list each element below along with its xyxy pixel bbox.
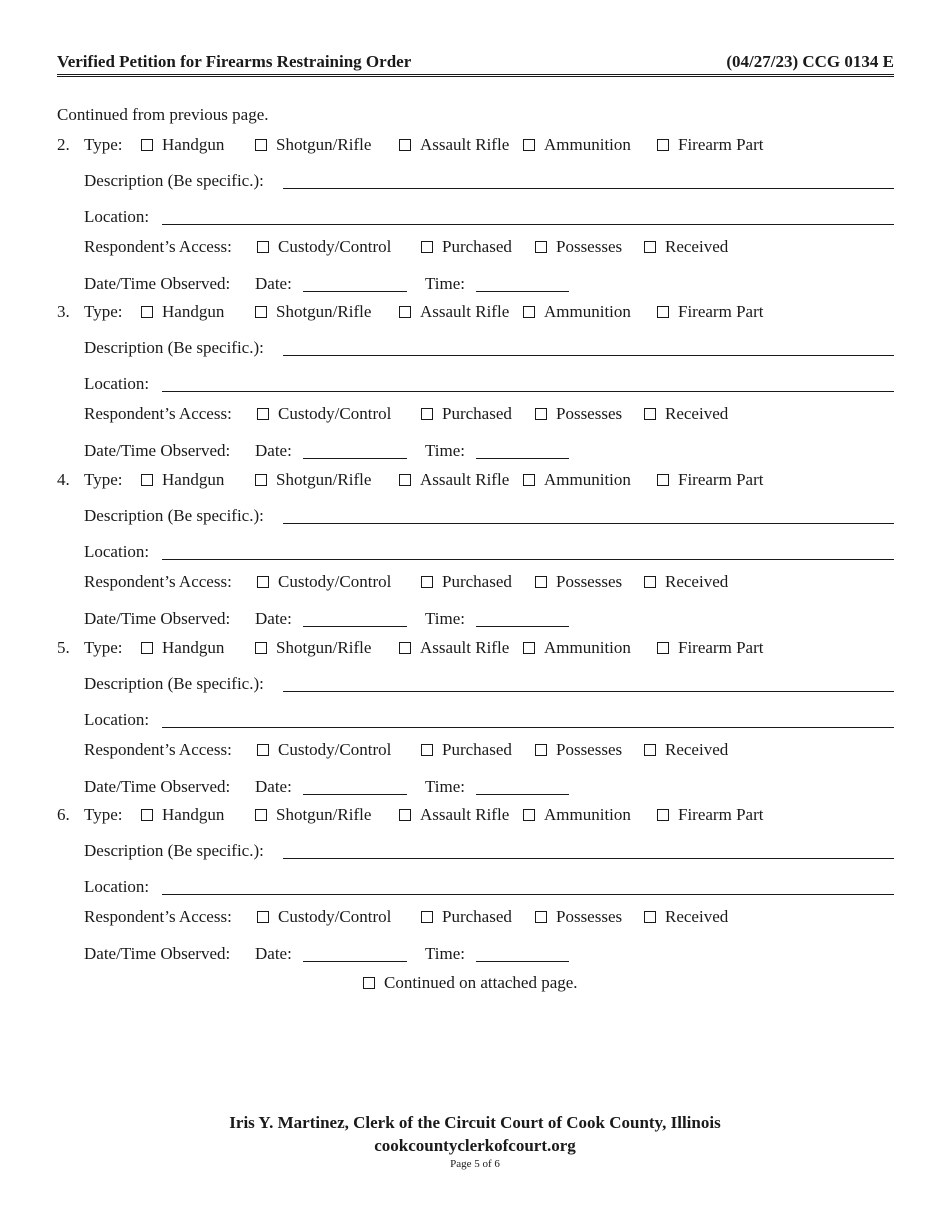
location-row — [57, 709, 894, 731]
access-row — [57, 571, 894, 593]
type-option-label: Handgun — [162, 470, 225, 489]
date-time-label: Date/Time Observed: — [84, 441, 231, 460]
form-title: Verified Petition for Firearms Restraining Order — [57, 52, 412, 71]
access-label: Respondent’s Access: — [84, 907, 232, 926]
date-field[interactable] — [303, 794, 407, 795]
access-option-label: Received — [665, 237, 729, 256]
type-label: Type: — [84, 638, 123, 657]
date-label: Date: — [255, 441, 292, 460]
description-row — [57, 337, 894, 359]
type-option-label: Firearm Part — [678, 135, 764, 154]
type-checkbox[interactable] — [657, 139, 669, 151]
footer-clerk: Iris Y. Martinez, Clerk of the Circuit Court of Cook County, Illinois — [229, 1113, 721, 1132]
type-option-label: Handgun — [162, 638, 225, 657]
access-checkbox[interactable] — [257, 744, 269, 756]
type-option-label: Shotgun/Rifle — [276, 470, 372, 489]
type-option-label: Ammunition — [544, 805, 631, 824]
date-label: Date: — [255, 777, 292, 796]
header-divider — [57, 76, 894, 77]
continued-from-note: Continued from previous page. — [57, 105, 269, 124]
type-row — [57, 134, 894, 156]
type-option[interactable] — [657, 638, 763, 658]
access-row — [57, 236, 894, 258]
access-option[interactable] — [257, 404, 391, 424]
type-option[interactable] — [523, 470, 631, 490]
type-option-label: Firearm Part — [678, 805, 764, 824]
access-option[interactable] — [535, 404, 622, 424]
time-label: Time: — [425, 609, 466, 628]
type-option-label: Handgun — [162, 805, 225, 824]
type-option-label: Handgun — [162, 135, 225, 154]
type-checkbox[interactable] — [255, 306, 267, 318]
type-checkbox[interactable] — [657, 306, 669, 318]
type-option-label: Firearm Part — [678, 470, 764, 489]
description-label: Description (Be specific.): — [84, 171, 264, 190]
type-option-label: Assault Rifle — [420, 135, 510, 154]
type-checkbox[interactable] — [255, 474, 267, 486]
date-time-row — [57, 776, 894, 798]
description-row — [57, 840, 894, 862]
access-option[interactable] — [644, 237, 728, 257]
time-field[interactable] — [476, 291, 569, 292]
access-checkbox[interactable] — [421, 744, 433, 756]
access-checkbox[interactable] — [421, 576, 433, 588]
description-label: Description (Be specific.): — [84, 841, 264, 860]
item-number: 3. — [57, 302, 70, 321]
access-option-label: Possesses — [556, 237, 623, 256]
type-option-label: Handgun — [162, 302, 225, 321]
access-option-label: Received — [665, 907, 729, 926]
access-option-label: Custody/Control — [278, 907, 392, 926]
form-code: (04/27/23) CCG 0134 E — [726, 52, 894, 71]
firearm-item — [57, 134, 894, 302]
date-field[interactable] — [303, 458, 407, 459]
access-option-label: Purchased — [442, 907, 512, 926]
date-field[interactable] — [303, 291, 407, 292]
type-option[interactable] — [141, 805, 224, 825]
access-option[interactable] — [535, 907, 622, 927]
type-label: Type: — [84, 302, 123, 321]
location-label: Location: — [84, 542, 150, 561]
type-checkbox[interactable] — [523, 642, 535, 654]
access-checkbox[interactable] — [644, 576, 656, 588]
location-row — [57, 541, 894, 563]
firearm-item — [57, 469, 894, 637]
location-field[interactable] — [162, 894, 894, 895]
access-checkbox[interactable] — [421, 911, 433, 923]
type-checkbox[interactable] — [399, 139, 411, 151]
type-option-label: Assault Rifle — [420, 805, 510, 824]
type-checkbox[interactable] — [657, 474, 669, 486]
access-checkbox[interactable] — [644, 911, 656, 923]
time-field[interactable] — [476, 961, 569, 962]
type-option[interactable] — [399, 302, 509, 322]
type-row — [57, 637, 894, 659]
location-field[interactable] — [162, 224, 894, 225]
type-option-label: Ammunition — [544, 638, 631, 657]
type-checkbox[interactable] — [255, 642, 267, 654]
type-option[interactable] — [399, 805, 509, 825]
type-checkbox[interactable] — [523, 306, 535, 318]
access-option[interactable] — [257, 237, 391, 257]
type-option[interactable] — [399, 135, 509, 155]
type-option[interactable] — [255, 638, 371, 658]
item-number: 5. — [57, 638, 70, 657]
continued-attached-checkbox[interactable] — [363, 977, 375, 989]
time-field[interactable] — [476, 626, 569, 627]
access-option[interactable] — [535, 740, 622, 760]
date-time-row — [57, 608, 894, 630]
date-field[interactable] — [303, 626, 407, 627]
description-field[interactable] — [283, 188, 894, 189]
type-checkbox[interactable] — [141, 474, 153, 486]
continued-attached-label: Continued on attached page. — [384, 973, 578, 992]
access-option-label: Purchased — [442, 572, 512, 591]
date-time-label: Date/Time Observed: — [84, 777, 231, 796]
description-field[interactable] — [283, 355, 894, 356]
access-label: Respondent’s Access: — [84, 572, 232, 591]
type-row — [57, 301, 894, 323]
access-option[interactable] — [644, 572, 728, 592]
access-checkbox[interactable] — [535, 241, 547, 253]
access-option[interactable] — [421, 740, 512, 760]
location-field[interactable] — [162, 727, 894, 728]
date-field[interactable] — [303, 961, 407, 962]
type-checkbox[interactable] — [399, 642, 411, 654]
access-checkbox[interactable] — [644, 241, 656, 253]
access-option-label: Possesses — [556, 572, 623, 591]
access-option[interactable] — [257, 740, 391, 760]
time-label: Time: — [425, 274, 466, 293]
location-row — [57, 876, 894, 898]
page-number: Page 5 of 6 — [450, 1158, 500, 1170]
type-option-label: Firearm Part — [678, 302, 764, 321]
type-option[interactable] — [255, 805, 371, 825]
type-option-label: Ammunition — [544, 302, 631, 321]
type-checkbox[interactable] — [523, 474, 535, 486]
type-option[interactable] — [523, 638, 631, 658]
access-option[interactable] — [535, 237, 622, 257]
date-time-row — [57, 440, 894, 462]
description-field[interactable] — [283, 858, 894, 859]
access-checkbox[interactable] — [535, 911, 547, 923]
type-row — [57, 804, 894, 826]
type-checkbox[interactable] — [399, 474, 411, 486]
description-label: Description (Be specific.): — [84, 338, 264, 357]
time-label: Time: — [425, 441, 466, 460]
access-option-label: Received — [665, 740, 729, 759]
access-option[interactable] — [421, 907, 512, 927]
type-option[interactable] — [657, 805, 763, 825]
type-checkbox[interactable] — [255, 139, 267, 151]
type-checkbox[interactable] — [523, 809, 535, 821]
access-option[interactable] — [257, 572, 391, 592]
access-row — [57, 906, 894, 928]
date-time-label: Date/Time Observed: — [84, 274, 231, 293]
type-option[interactable] — [141, 302, 224, 322]
type-checkbox[interactable] — [141, 809, 153, 821]
type-option[interactable] — [657, 302, 763, 322]
type-label: Type: — [84, 470, 123, 489]
access-option-label: Possesses — [556, 740, 623, 759]
access-label: Respondent’s Access: — [84, 237, 232, 256]
location-label: Location: — [84, 710, 150, 729]
type-option-label: Assault Rifle — [420, 638, 510, 657]
type-checkbox[interactable] — [255, 809, 267, 821]
type-checkbox[interactable] — [141, 306, 153, 318]
type-option-label: Shotgun/Rifle — [276, 638, 372, 657]
description-row — [57, 673, 894, 695]
time-field[interactable] — [476, 458, 569, 459]
location-label: Location: — [84, 374, 150, 393]
time-label: Time: — [425, 944, 466, 963]
access-checkbox[interactable] — [421, 241, 433, 253]
date-time-row — [57, 273, 894, 295]
type-checkbox[interactable] — [657, 809, 669, 821]
type-option[interactable] — [141, 638, 224, 658]
description-row — [57, 170, 894, 192]
continued-attached-option[interactable] — [363, 973, 578, 993]
access-option[interactable] — [257, 907, 391, 927]
location-row — [57, 373, 894, 395]
type-option[interactable] — [657, 135, 763, 155]
date-time-label: Date/Time Observed: — [84, 609, 231, 628]
firearm-item — [57, 637, 894, 805]
access-option-label: Possesses — [556, 907, 623, 926]
firearm-item — [57, 301, 894, 469]
access-option-label: Custody/Control — [278, 572, 392, 591]
type-option[interactable] — [255, 470, 371, 490]
access-checkbox[interactable] — [535, 576, 547, 588]
item-number: 2. — [57, 135, 70, 154]
date-label: Date: — [255, 944, 292, 963]
type-option[interactable] — [657, 470, 763, 490]
description-field[interactable] — [283, 691, 894, 692]
type-option-label: Ammunition — [544, 470, 631, 489]
description-row — [57, 505, 894, 527]
type-label: Type: — [84, 805, 123, 824]
type-option[interactable] — [523, 302, 631, 322]
access-checkbox[interactable] — [535, 744, 547, 756]
type-option[interactable] — [523, 135, 631, 155]
date-time-label: Date/Time Observed: — [84, 944, 231, 963]
item-number: 6. — [57, 805, 70, 824]
type-option[interactable] — [523, 805, 631, 825]
access-option-label: Received — [665, 572, 729, 591]
firearm-item — [57, 804, 894, 972]
description-field[interactable] — [283, 523, 894, 524]
location-field[interactable] — [162, 391, 894, 392]
time-field[interactable] — [476, 794, 569, 795]
access-option-label: Possesses — [556, 404, 623, 423]
access-option-label: Custody/Control — [278, 237, 392, 256]
type-option-label: Shotgun/Rifle — [276, 135, 372, 154]
access-option[interactable] — [644, 907, 728, 927]
location-label: Location: — [84, 877, 150, 896]
time-label: Time: — [425, 777, 466, 796]
access-option[interactable] — [644, 404, 728, 424]
type-option-label: Assault Rifle — [420, 302, 510, 321]
access-option-label: Received — [665, 404, 729, 423]
description-label: Description (Be specific.): — [84, 674, 264, 693]
footer-url: cookcountyclerkofcourt.org — [374, 1136, 576, 1155]
access-checkbox[interactable] — [257, 576, 269, 588]
access-option[interactable] — [421, 237, 512, 257]
location-row — [57, 206, 894, 228]
type-option-label: Assault Rifle — [420, 470, 510, 489]
access-checkbox[interactable] — [535, 408, 547, 420]
type-checkbox[interactable] — [399, 809, 411, 821]
access-checkbox[interactable] — [257, 911, 269, 923]
type-checkbox[interactable] — [657, 642, 669, 654]
access-checkbox[interactable] — [257, 408, 269, 420]
type-option[interactable] — [141, 470, 224, 490]
access-label: Respondent’s Access: — [84, 740, 232, 759]
type-option[interactable] — [399, 470, 509, 490]
access-row — [57, 403, 894, 425]
type-option-label: Ammunition — [544, 135, 631, 154]
access-checkbox[interactable] — [257, 241, 269, 253]
type-option-label: Firearm Part — [678, 638, 764, 657]
type-option[interactable] — [255, 135, 371, 155]
description-label: Description (Be specific.): — [84, 506, 264, 525]
type-checkbox[interactable] — [523, 139, 535, 151]
access-checkbox[interactable] — [421, 408, 433, 420]
item-number: 4. — [57, 470, 70, 489]
date-time-row — [57, 943, 894, 965]
location-label: Location: — [84, 207, 150, 226]
date-label: Date: — [255, 274, 292, 293]
type-checkbox[interactable] — [399, 306, 411, 318]
access-checkbox[interactable] — [644, 744, 656, 756]
type-checkbox[interactable] — [141, 139, 153, 151]
access-option[interactable] — [535, 572, 622, 592]
access-option[interactable] — [644, 740, 728, 760]
access-option-label: Purchased — [442, 404, 512, 423]
type-option-label: Shotgun/Rifle — [276, 805, 372, 824]
type-row — [57, 469, 894, 491]
type-option[interactable] — [399, 638, 509, 658]
page-header — [57, 52, 894, 75]
type-option-label: Shotgun/Rifle — [276, 302, 372, 321]
access-label: Respondent’s Access: — [84, 404, 232, 423]
access-option[interactable] — [421, 404, 512, 424]
access-option[interactable] — [421, 572, 512, 592]
access-option-label: Custody/Control — [278, 404, 392, 423]
type-label: Type: — [84, 135, 123, 154]
access-option-label: Purchased — [442, 237, 512, 256]
access-row — [57, 739, 894, 761]
type-option[interactable] — [141, 135, 224, 155]
type-checkbox[interactable] — [141, 642, 153, 654]
access-option-label: Custody/Control — [278, 740, 392, 759]
location-field[interactable] — [162, 559, 894, 560]
type-option[interactable] — [255, 302, 371, 322]
date-label: Date: — [255, 609, 292, 628]
access-option-label: Purchased — [442, 740, 512, 759]
access-checkbox[interactable] — [644, 408, 656, 420]
